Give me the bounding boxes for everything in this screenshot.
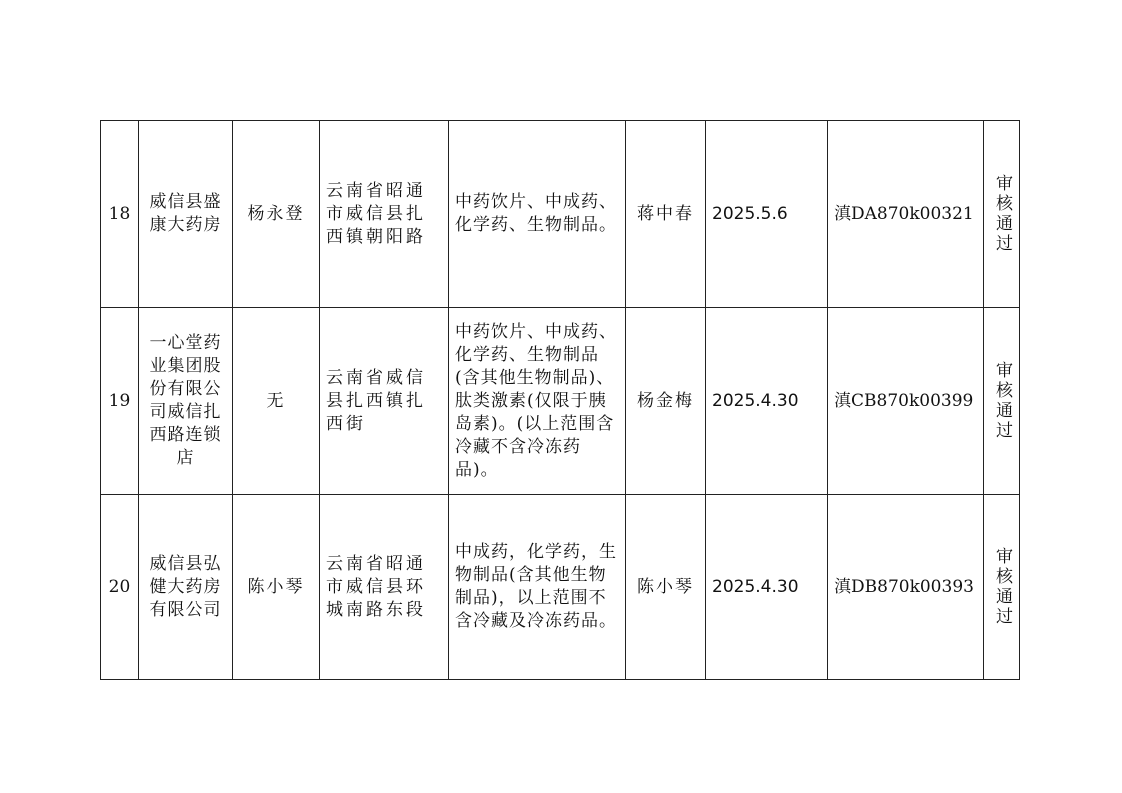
responsible-person: 蒋中春	[626, 121, 706, 308]
legal-person: 杨永登	[233, 121, 320, 308]
company-name: 威信县弘健大药房有限公司	[139, 495, 233, 680]
address: 云南省昭通市威信县环城南路东段	[320, 495, 449, 680]
certificate-number: 滇DB870k00393	[828, 495, 984, 680]
responsible-person: 杨金梅	[626, 308, 706, 495]
company-name: 一心堂药业集团股份有限公司威信扎西路连锁店	[139, 308, 233, 495]
responsible-person: 陈小琴	[626, 495, 706, 680]
business-scope: 中药饮片、中成药、化学药、生物制品(含其他生物制品)、肽类激素(仅限于胰岛素)。(以上范围含冷藏不含冷冻药品)。	[449, 308, 626, 495]
row-number: 18	[101, 121, 139, 308]
address: 云南省昭通市威信县扎西镇朝阳路	[320, 121, 449, 308]
approval-date: 2025.5.6	[706, 121, 828, 308]
business-scope: 中药饮片、中成药、化学药、生物制品。	[449, 121, 626, 308]
legal-person: 无	[233, 308, 320, 495]
review-result: 审核通过	[984, 308, 1020, 495]
table-row	[101, 121, 1020, 308]
certificate-number: 滇CB870k00399	[828, 308, 984, 495]
review-result: 审核通过	[984, 495, 1020, 680]
legal-person: 陈小琴	[233, 495, 320, 680]
table-row	[101, 308, 1020, 495]
pharmacy-license-table	[100, 120, 1020, 680]
certificate-number: 滇DA870k00321	[828, 121, 984, 308]
address: 云南省威信县扎西镇扎西街	[320, 308, 449, 495]
table-row	[101, 495, 1020, 680]
row-number: 20	[101, 495, 139, 680]
row-number: 19	[101, 308, 139, 495]
business-scope: 中成药，化学药，生物制品(含其他生物制品)，以上范围不含冷藏及冷冻药品。	[449, 495, 626, 680]
approval-date: 2025.4.30	[706, 308, 828, 495]
approval-date: 2025.4.30	[706, 495, 828, 680]
review-result: 审核通过	[984, 121, 1020, 308]
company-name: 威信县盛康大药房	[139, 121, 233, 308]
